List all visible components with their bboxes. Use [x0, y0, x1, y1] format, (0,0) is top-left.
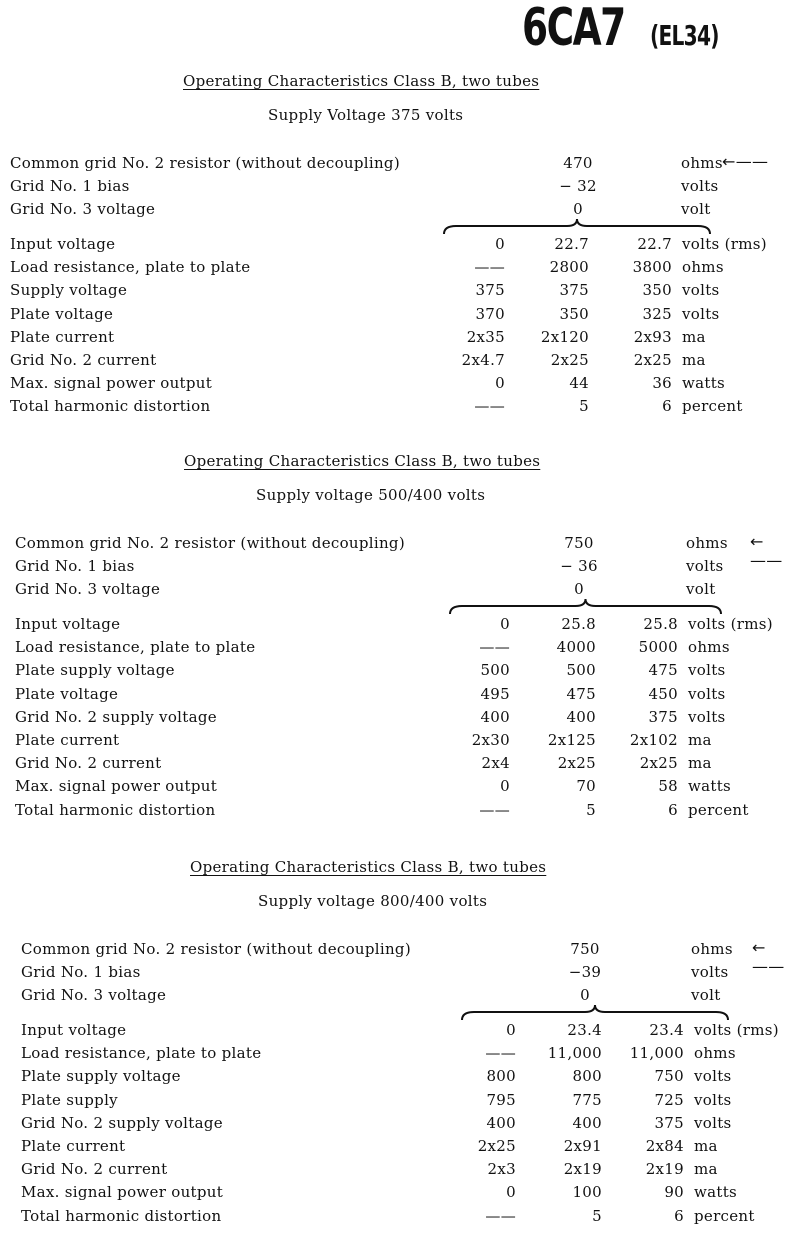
parameter-label: Grid No. 2 current — [10, 351, 157, 369]
unit-label: volts — [688, 707, 726, 726]
value-cell: 2x25 — [557, 754, 596, 773]
data-row — [0, 685, 794, 707]
parameter-label: Input voltage — [21, 1021, 127, 1039]
parameter-label: Supply voltage — [10, 281, 128, 300]
data-row — [0, 661, 794, 683]
common-value: − 36 — [560, 557, 598, 575]
parameter-label: Plate current — [21, 1137, 126, 1155]
unit-label: ma — [694, 1137, 718, 1155]
value-cell: 90 — [664, 1183, 684, 1202]
data-row — [0, 1044, 794, 1066]
value-cell: 22.7 — [554, 235, 589, 253]
value-cell: 375 — [475, 281, 505, 300]
unit-label: volt — [691, 986, 721, 1004]
unit-label: volts (rms) — [682, 235, 767, 253]
value-cell: 2x19 — [563, 1160, 602, 1179]
value-cell: 0 — [495, 374, 505, 393]
value-cell: 2x35 — [466, 327, 505, 346]
unit-label: ohms — [686, 534, 728, 552]
parameter-label: Common grid No. 2 resistor (without decoupling) — [21, 940, 411, 958]
value-cell: 0 — [495, 235, 505, 253]
value-cell: —— — [474, 258, 505, 277]
data-row — [0, 1137, 794, 1159]
parameter-label: Max. signal power output — [15, 777, 218, 796]
value-cell: 6 — [674, 1206, 684, 1225]
tube-type-title: 6CA7 — [522, 0, 625, 58]
value-cell: 2x3 — [487, 1160, 516, 1179]
common-parameter-row — [0, 154, 794, 176]
value-cell: 4000 — [556, 638, 596, 657]
value-cell: —— — [485, 1206, 516, 1225]
parameter-label: Plate supply voltage — [21, 1067, 181, 1086]
value-cell: 375 — [648, 707, 678, 726]
value-cell: 2x25 — [550, 351, 589, 369]
unit-label: volts — [694, 1113, 732, 1132]
value-cell: 495 — [480, 684, 510, 703]
parameter-label: Load resistance, plate to plate — [15, 638, 256, 657]
value-cell: 375 — [654, 1113, 684, 1132]
value-cell: 795 — [486, 1090, 516, 1109]
unit-label: volts — [694, 1067, 732, 1086]
common-value: 470 — [563, 154, 593, 172]
characteristics-section — [0, 452, 794, 832]
unit-label: volts — [688, 684, 726, 703]
data-row — [0, 777, 794, 799]
value-cell: 750 — [654, 1067, 684, 1086]
brace-icon — [448, 598, 723, 616]
unit-label: ohms — [694, 1044, 736, 1063]
parameter-label: Common grid No. 2 resistor (without decoupling) — [10, 154, 400, 172]
section-heading: Operating Characteristics Class B, two tubes — [190, 858, 547, 876]
parameter-label: Load resistance, plate to plate — [10, 258, 251, 277]
value-cell: 370 — [475, 304, 505, 323]
parameter-label: Plate supply — [21, 1090, 118, 1109]
parameter-label: Grid No. 3 voltage — [15, 580, 161, 598]
value-cell: 475 — [566, 684, 596, 703]
common-parameter-row — [0, 557, 794, 579]
data-row — [0, 374, 794, 396]
unit-label: watts — [688, 777, 732, 796]
data-row — [0, 1207, 794, 1229]
unit-label: ma — [694, 1160, 718, 1179]
value-cell: 2x91 — [563, 1137, 602, 1155]
data-row — [0, 615, 794, 637]
parameter-label: Grid No. 2 current — [21, 1160, 168, 1179]
value-cell: 800 — [486, 1067, 516, 1086]
unit-label: volts — [682, 281, 720, 300]
data-row — [0, 1114, 794, 1136]
parameter-label: Input voltage — [10, 235, 116, 253]
value-cell: 6 — [662, 397, 672, 416]
value-cell: 400 — [572, 1113, 602, 1132]
value-cell: 2x25 — [477, 1137, 516, 1155]
value-cell: 2x93 — [633, 327, 672, 346]
value-cell: —— — [479, 638, 510, 657]
parameter-label: Plate supply voltage — [15, 661, 175, 680]
unit-label: watts — [694, 1183, 738, 1202]
common-value: 750 — [570, 940, 600, 958]
parameter-label: Load resistance, plate to plate — [21, 1044, 262, 1063]
unit-label: watts — [682, 374, 726, 393]
parameter-label: Grid No. 2 current — [15, 754, 162, 773]
value-cell: 350 — [642, 281, 672, 300]
unit-label: ma — [682, 327, 706, 346]
arrow-left-icon: ←—— — [722, 152, 769, 171]
value-cell: 6 — [668, 800, 678, 819]
value-cell: 2x4.7 — [461, 351, 505, 369]
value-cell: 400 — [480, 707, 510, 726]
common-value: 0 — [574, 580, 584, 598]
unit-label: ohms — [681, 154, 723, 172]
value-cell: —— — [474, 397, 505, 416]
value-cell: 0 — [506, 1021, 516, 1039]
parameter-label: Plate current — [15, 731, 120, 749]
parameter-label: Plate voltage — [15, 684, 119, 703]
unit-label: percent — [688, 800, 749, 819]
unit-label: volts — [686, 557, 724, 575]
value-cell: 450 — [648, 684, 678, 703]
value-cell: 800 — [572, 1067, 602, 1086]
unit-label: percent — [682, 397, 743, 416]
data-row — [0, 708, 794, 730]
data-row — [0, 305, 794, 327]
value-cell: 2x84 — [645, 1137, 684, 1155]
data-row — [0, 235, 794, 257]
unit-label: volts — [691, 963, 729, 981]
common-value: 0 — [573, 200, 583, 218]
value-cell: 11,000 — [547, 1044, 602, 1063]
data-row — [0, 731, 794, 753]
unit-label: ohms — [682, 258, 724, 277]
value-cell: 11,000 — [629, 1044, 684, 1063]
section-heading: Operating Characteristics Class B, two tubes — [184, 452, 541, 470]
value-cell: 5000 — [638, 638, 678, 657]
unit-label: volts — [681, 177, 719, 195]
unit-label: ma — [688, 754, 712, 773]
value-cell: 475 — [648, 661, 678, 680]
parameter-label: Grid No. 1 bias — [21, 963, 141, 981]
data-row — [0, 1021, 794, 1043]
value-cell: 350 — [559, 304, 589, 323]
data-row — [0, 351, 794, 373]
value-cell: 100 — [572, 1183, 602, 1202]
characteristics-section — [0, 72, 794, 452]
common-parameter-row — [0, 963, 794, 985]
data-row — [0, 1183, 794, 1205]
tube-equivalent-subtitle: (EL34) — [650, 19, 719, 52]
value-cell: 400 — [566, 707, 596, 726]
unit-label: volt — [681, 200, 711, 218]
value-cell: 2x120 — [540, 327, 589, 346]
data-row — [0, 801, 794, 823]
unit-label: volts — [682, 304, 720, 323]
value-cell: 36 — [652, 374, 672, 393]
value-cell: 2x30 — [471, 731, 510, 749]
value-cell: 70 — [576, 777, 596, 796]
data-row — [0, 754, 794, 776]
value-cell: 44 — [569, 374, 589, 393]
arrow-left-icon: ←—— — [750, 532, 783, 570]
value-cell: 775 — [572, 1090, 602, 1109]
value-cell: 0 — [500, 777, 510, 796]
value-cell: 2x25 — [633, 351, 672, 369]
value-cell: 2800 — [549, 258, 589, 277]
value-cell: 2x4 — [481, 754, 510, 773]
unit-label: volts — [694, 1090, 732, 1109]
parameter-label: Plate current — [10, 327, 115, 346]
value-cell: —— — [479, 800, 510, 819]
data-row — [0, 638, 794, 660]
data-row — [0, 1091, 794, 1113]
data-row — [0, 281, 794, 303]
data-row — [0, 1067, 794, 1089]
parameter-label: Grid No. 2 supply voltage — [15, 707, 217, 726]
common-value: − 32 — [559, 177, 597, 195]
parameter-label: Common grid No. 2 resistor (without decoupling) — [15, 534, 405, 552]
data-row — [0, 397, 794, 419]
value-cell: 2x25 — [639, 754, 678, 773]
unit-label: ma — [682, 351, 706, 369]
unit-label: ma — [688, 731, 712, 749]
common-value: −39 — [568, 963, 602, 981]
parameter-label: Grid No. 1 bias — [15, 557, 135, 575]
section-supply-voltage: Supply voltage 800/400 volts — [258, 892, 488, 910]
parameter-label: Grid No. 1 bias — [10, 177, 130, 195]
data-row — [0, 258, 794, 280]
parameter-label: Input voltage — [15, 615, 121, 633]
value-cell: —— — [485, 1044, 516, 1063]
value-cell: 58 — [658, 777, 678, 796]
value-cell: 2x19 — [645, 1160, 684, 1179]
parameter-label: Total harmonic distortion — [15, 800, 216, 819]
section-heading: Operating Characteristics Class B, two tubes — [183, 72, 540, 90]
value-cell: 375 — [559, 281, 589, 300]
value-cell: 2x102 — [629, 731, 678, 749]
value-cell: 5 — [592, 1206, 602, 1225]
unit-label: ohms — [688, 638, 730, 657]
parameter-label: Max. signal power output — [21, 1183, 224, 1202]
parameter-label: Total harmonic distortion — [21, 1206, 222, 1225]
section-supply-voltage: Supply Voltage 375 volts — [268, 106, 464, 124]
value-cell: 500 — [480, 661, 510, 680]
unit-label: volts — [688, 661, 726, 680]
unit-label: percent — [694, 1206, 755, 1225]
value-cell: 5 — [586, 800, 596, 819]
value-cell: 0 — [500, 615, 510, 633]
value-cell: 325 — [642, 304, 672, 323]
parameter-label: Plate voltage — [10, 304, 114, 323]
value-cell: 500 — [566, 661, 596, 680]
parameter-label: Grid No. 3 voltage — [21, 986, 167, 1004]
value-cell: 25.8 — [561, 615, 596, 633]
unit-label: volt — [686, 580, 716, 598]
value-cell: 3800 — [632, 258, 672, 277]
parameter-label: Grid No. 3 voltage — [10, 200, 156, 218]
parameter-label: Total harmonic distortion — [10, 397, 211, 416]
value-cell: 5 — [579, 397, 589, 416]
characteristics-section — [0, 858, 794, 1238]
unit-label: volts (rms) — [694, 1021, 779, 1039]
brace-icon — [460, 1004, 730, 1022]
brace-icon — [442, 218, 712, 236]
common-value: 0 — [580, 986, 590, 1004]
unit-label: volts (rms) — [688, 615, 773, 633]
parameter-label: Max. signal power output — [10, 374, 213, 393]
data-row — [0, 328, 794, 350]
value-cell: 23.4 — [649, 1021, 684, 1039]
unit-label: ohms — [691, 940, 733, 958]
value-cell: 2x125 — [547, 731, 596, 749]
value-cell: 22.7 — [637, 235, 672, 253]
value-cell: 725 — [654, 1090, 684, 1109]
data-row — [0, 1160, 794, 1182]
value-cell: 0 — [506, 1183, 516, 1202]
value-cell: 25.8 — [643, 615, 678, 633]
common-parameter-row — [0, 177, 794, 199]
common-value: 750 — [564, 534, 594, 552]
value-cell: 400 — [486, 1113, 516, 1132]
arrow-left-icon: ←—— — [752, 938, 785, 976]
parameter-label: Grid No. 2 supply voltage — [21, 1113, 223, 1132]
section-supply-voltage: Supply voltage 500/400 volts — [256, 486, 486, 504]
value-cell: 23.4 — [567, 1021, 602, 1039]
